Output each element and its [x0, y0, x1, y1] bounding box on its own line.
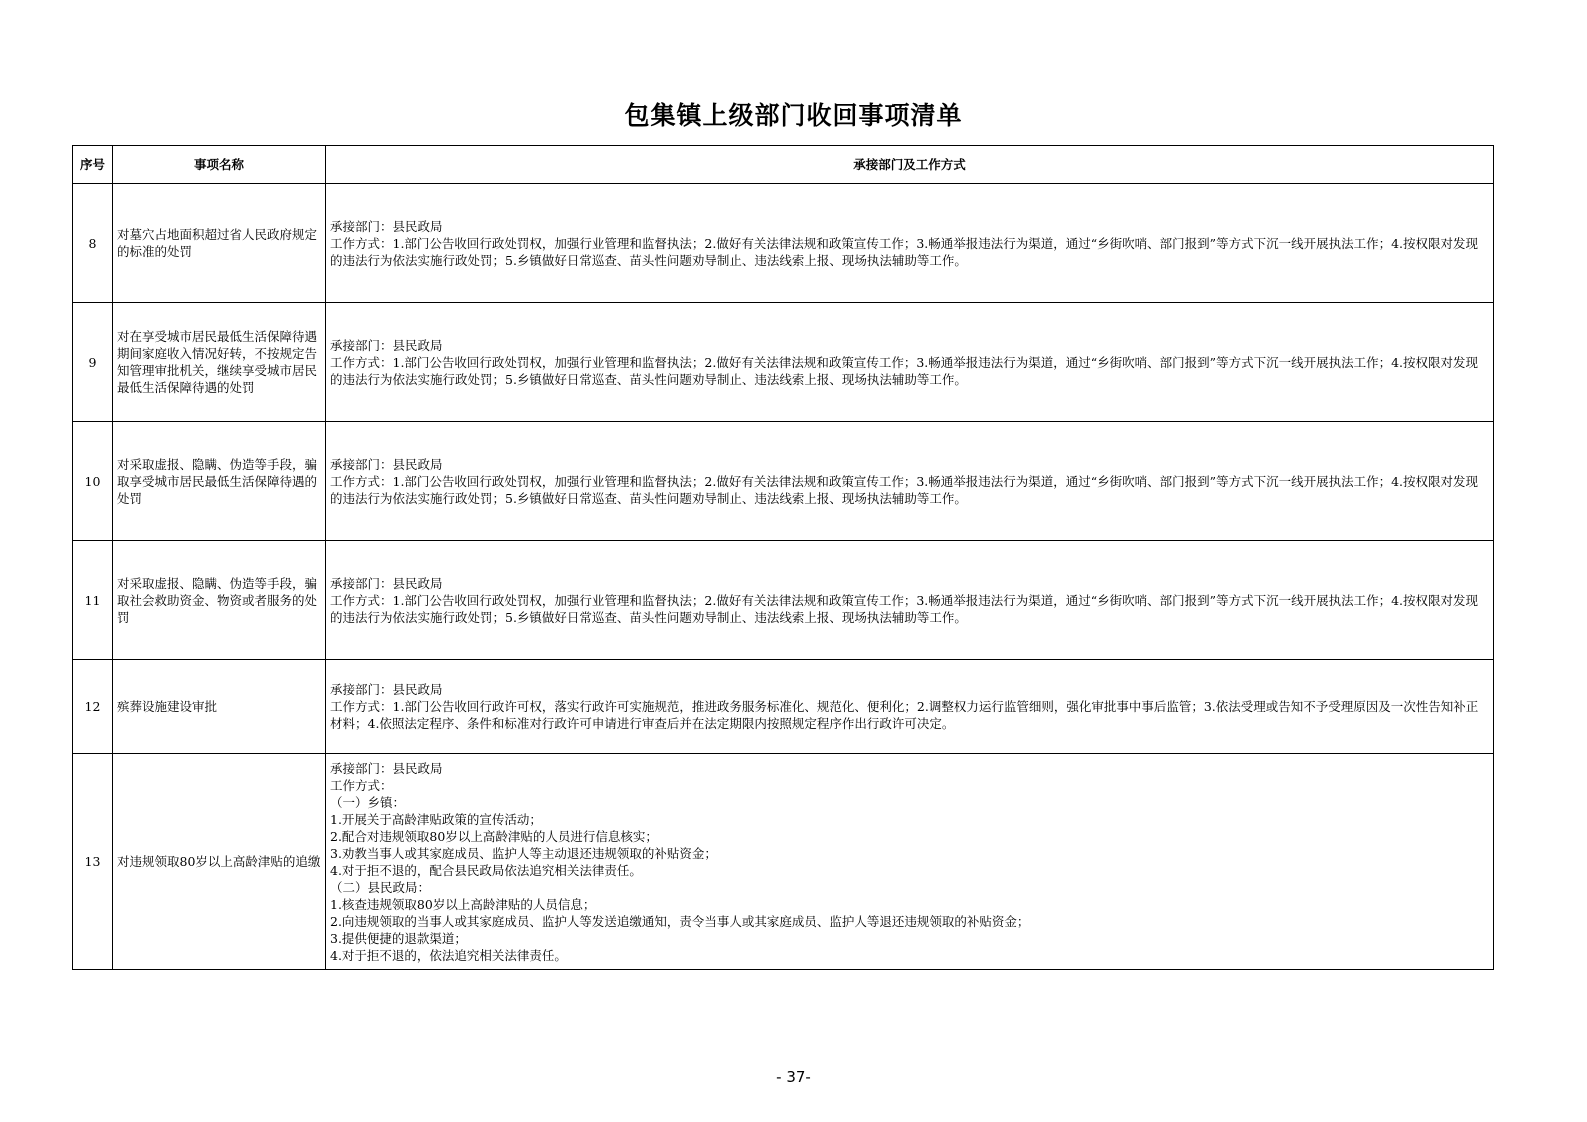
detail-line: 工作方式：1.部门公告收回行政处罚权，加强行业管理和监督执法；2.做好有关法律法规和政策宣传工作；3.畅通举报违法行为渠道，通过“乡街吹哨、部门报到”等方式下沉一线开展执法工作；4.按权限对发现的违法行为依法实施行政处罚；5.乡镇做好日常巡查、苗头性问题劝导制止、违法线索上报、现场执法辅助等工作。: [330, 354, 1478, 387]
page-number: - 37-: [776, 1068, 811, 1086]
detail-line: 2.向违规领取的当事人或其家庭成员、监护人等发送追缴通知，责令当事人或其家庭成员、监护人等退还违规领取的补贴资金；: [330, 913, 1030, 929]
table-row: [73, 660, 1494, 754]
row-number: 12: [73, 660, 113, 754]
row-number: 11: [73, 541, 113, 660]
page-title: 包集镇上级部门收回事项清单: [624, 101, 963, 130]
detail-line: 1.核查违规领取80岁以上高龄津贴的人员信息；: [330, 896, 596, 912]
table-body: [73, 184, 1494, 970]
item-detail: [326, 184, 1494, 303]
detail-line: 2.配合对违规领取80岁以上高龄津贴的人员进行信息核实；: [330, 828, 658, 844]
detail-line: 工作方式：: [330, 777, 393, 793]
row-number: 10: [73, 422, 113, 541]
table-row: [73, 184, 1494, 303]
table-row: [73, 303, 1494, 422]
detail-line: 3.劝教当事人或其家庭成员、监护人等主动退还违规领取的补贴资金；: [330, 845, 717, 861]
row-number: 13: [73, 754, 113, 970]
item-name: 对在享受城市居民最低生活保障待遇期间家庭收入情况好转，不按规定告知管理审批机关，继续享受城市居民最低生活保障待遇的处罚: [113, 303, 326, 422]
detail-line: （一）乡镇：: [330, 794, 406, 810]
detail-line: 4.对于拒不退的，依法追究相关法律责任。: [330, 947, 567, 963]
table-row: [73, 541, 1494, 660]
item-detail: [326, 541, 1494, 660]
item-name: 对采取虚报、隐瞒、伪造等手段，骗取社会救助资金、物资或者服务的处罚: [113, 541, 326, 660]
table-row: [73, 754, 1494, 970]
table-row: [73, 422, 1494, 541]
item-name: 对墓穴占地面积超过省人民政府规定的标准的处罚: [113, 184, 326, 303]
item-name: 殡葬设施建设审批: [113, 660, 326, 754]
row-number: 9: [73, 303, 113, 422]
item-detail: [326, 422, 1494, 541]
item-detail: [326, 754, 1494, 970]
table-header-row: [73, 146, 1494, 184]
header-name: 事项名称: [113, 146, 326, 184]
detail-line: 工作方式：1.部门公告收回行政处罚权，加强行业管理和监督执法；2.做好有关法律法规和政策宣传工作；3.畅通举报违法行为渠道，通过“乡街吹哨、部门报到”等方式下沉一线开展执法工作；4.按权限对发现的违法行为依法实施行政处罚；5.乡镇做好日常巡查、苗头性问题劝导制止、违法线索上报、现场执法辅助等工作。: [330, 235, 1478, 268]
detail-line: 承接部门：县民政局: [330, 337, 443, 353]
detail-line: 3.提供便捷的退款渠道；: [330, 930, 467, 946]
detail-line: 工作方式：1.部门公告收回行政许可权，落实行政许可实施规范，推进政务服务标准化、规范化、便利化；2.调整权力运行监管细则，强化审批事中事后监管；3.依法受理或告知不予受理原因及一次性告知补正材料；4.依照法定程序、条件和标准对行政许可申请进行审查后并在法定期限内按照规定程序作出行政许可决定。: [330, 699, 1479, 731]
detail-line: 承接部门：县民政局: [330, 218, 443, 234]
item-name: 对采取虚报、隐瞒、伪造等手段，骗取享受城市居民最低生活保障待遇的处罚: [113, 422, 326, 541]
detail-line: 承接部门：县民政局: [330, 760, 443, 776]
detail-line: 工作方式：1.部门公告收回行政处罚权，加强行业管理和监督执法；2.做好有关法律法规和政策宣传工作；3.畅通举报违法行为渠道，通过“乡街吹哨、部门报到”等方式下沉一线开展执法工作；4.按权限对发现的违法行为依法实施行政处罚；5.乡镇做好日常巡查、苗头性问题劝导制止、违法线索上报、现场执法辅助等工作。: [330, 473, 1478, 506]
detail-line: 承接部门：县民政局: [330, 682, 443, 697]
items-table: [72, 145, 1494, 970]
header-no: 序号: [73, 146, 113, 184]
item-detail: [326, 660, 1494, 754]
row-number: 8: [73, 184, 113, 303]
item-detail: [326, 303, 1494, 422]
detail-line: （二）县民政局：: [330, 879, 431, 895]
item-name: 对违规领取80岁以上高龄津贴的追缴: [113, 754, 326, 970]
detail-line: 承接部门：县民政局: [330, 456, 443, 472]
detail-line: 4.对于拒不退的，配合县民政局依法追究相关法律责任。: [330, 862, 642, 878]
header-detail: 承接部门及工作方式: [326, 146, 1494, 184]
detail-line: 1.开展关于高龄津贴政策的宣传活动；: [330, 811, 542, 827]
detail-line: 工作方式：1.部门公告收回行政处罚权，加强行业管理和监督执法；2.做好有关法律法规和政策宣传工作；3.畅通举报违法行为渠道，通过“乡街吹哨、部门报到”等方式下沉一线开展执法工作；4.按权限对发现的违法行为依法实施行政处罚；5.乡镇做好日常巡查、苗头性问题劝导制止、违法线索上报、现场执法辅助等工作。: [330, 592, 1478, 625]
detail-line: 承接部门：县民政局: [330, 575, 443, 591]
